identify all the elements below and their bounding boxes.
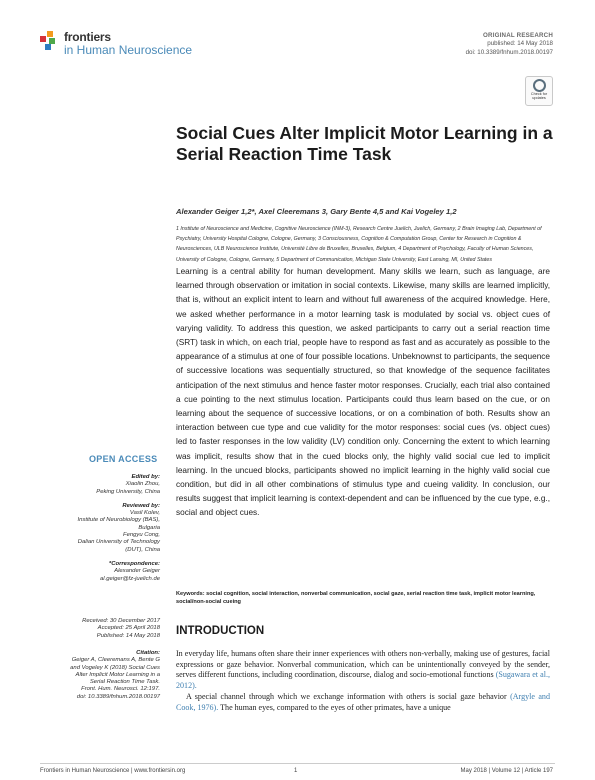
received-date: Received: 30 December 2017 bbox=[82, 618, 160, 624]
authors: Alexander Geiger 1,2*, Axel Cleeremans 3, Gary Bente 4,5 and Kai Vogeley 1,2 bbox=[176, 207, 457, 216]
affiliations: 1 Institute of Neuroscience and Medicine, Cognitive Neuroscience (INM-3), Research Centre Juelich, Juelich, Germany, 2 Brain Imaging Lab, Department of Psychiatry, University Hospital Cologne, Cologne, Germany, 3 Consciousness, Cognition & Computation Group, Center for Research in Cognition & Neurosciences, ULB Neuroscience Institute, Université Libre de Bruxelles, Bruxelles, Belgium, 4 Department of Psychology, Faculty of Human Sciences, University of Cologne, Cologne, Germany, 5 Department of Communication, Michigan State University, East Lansing, MI, United States bbox=[176, 226, 542, 263]
reviewer-affiliation: Dalian University of Technology bbox=[77, 539, 160, 546]
intro-text: A special channel through which we exchange information with others is social gaze behavior bbox=[186, 691, 507, 701]
citation-doi[interactable]: doi: 10.3389/fnhum.2018.00197 bbox=[76, 693, 160, 700]
footer-divider bbox=[40, 763, 555, 764]
article-meta bbox=[466, 32, 553, 57]
check-updates-line2: updates bbox=[532, 96, 546, 101]
editor-name: Xiaolin Zhou, bbox=[125, 481, 160, 488]
editorial-sidebar bbox=[40, 474, 160, 590]
editor-affiliation: Peking University, China bbox=[96, 488, 160, 495]
reviewed-by-label: Reviewed by: bbox=[122, 502, 160, 509]
keywords: Keywords: social cognition, social interaction, nonverbal communication, social gaze, serial reaction time task, implicit motor learning, social/non-social cueing bbox=[176, 591, 536, 605]
correspondence-name: Alexander Geiger bbox=[114, 568, 160, 575]
footer-issue: May 2018 | Volume 12 | Article 197 bbox=[460, 768, 553, 774]
article-title: Social Cues Alter Implicit Motor Learning in a Serial Reaction Time Task bbox=[176, 123, 553, 164]
citation-line: Alter Implicit Motor Learning in a bbox=[75, 671, 160, 678]
published-date-sidebar: Published: 14 May 2018 bbox=[96, 632, 160, 639]
article-dates bbox=[40, 618, 160, 640]
journal-name: in Human Neuroscience bbox=[64, 43, 193, 57]
published-date: published: 14 May 2018 bbox=[487, 40, 553, 48]
check-for-updates-badge[interactable] bbox=[525, 76, 553, 106]
page-number: 1 bbox=[294, 768, 298, 774]
citation-line: Serial Reaction Time Task. bbox=[89, 679, 160, 686]
intro-text: In everyday life, humans often share their inner experiences with others non-verbally, making use of gestures, facial expressions or gaze behavior. Nonverbal communication, which can be unintentionally conveyed by the sender, serves different functions, including coordination, discourse, dialog and socio-emotional functions bbox=[176, 649, 550, 680]
citation-link[interactable]: (Sugawara et al., 2012). bbox=[176, 670, 550, 691]
footer-journal: Frontiers in Human Neuroscience | www.frontiersin.org bbox=[40, 768, 186, 774]
reviewer-affiliation: Institute of Neurobiology (BAS), bbox=[77, 517, 160, 524]
edited-by-label: Edited by: bbox=[131, 474, 160, 480]
brand-name: frontiers bbox=[64, 30, 111, 44]
citation-block bbox=[40, 650, 160, 701]
citation-link[interactable]: (Argyle and Cook, 1976). bbox=[176, 691, 550, 712]
article-type: ORIGINAL RESEARCH bbox=[483, 32, 553, 39]
reviewer-name: Fengyu Cong, bbox=[122, 532, 160, 539]
introduction-body bbox=[176, 649, 550, 713]
correspondence-email[interactable]: al.geiger@fz-juelich.de bbox=[99, 575, 160, 582]
citation-line: Geiger A, Cleeremans A, Bente G bbox=[71, 657, 160, 664]
intro-paragraph bbox=[176, 649, 550, 692]
citation-line: Front. Hum. Neurosci. 12:197. bbox=[81, 686, 160, 693]
open-access-label: OPEN ACCESS bbox=[89, 454, 158, 464]
reviewer-affiliation: (DUT), China bbox=[125, 546, 160, 553]
correspondence-label: *Correspondence: bbox=[108, 560, 160, 567]
accepted-date: Accepted: 25 April 2018 bbox=[97, 625, 160, 632]
intro-paragraph bbox=[176, 692, 550, 713]
abstract: Learning is a central ability for human development. Many skills we learn, such as language, are learned through observation or imitation in social contexts. Likewise, many skills are learned implicitly, that is, without an explicit intent to learn and without full awareness of the acquired knowledge. Here, we asked whether performance in a motor learning task is modulated by social vs. object cues of varying validity. To address this question, we asked participants to carry out a serial reaction time (SRT) task in which, on each trial, people have to respond as fast and as accurately as possible to the appearance of a stimulus at one of four possible locations. Unbeknownst to participants, the sequence of successive locations was sequentially structured, so that knowledge of the sequence facilitates anticipation of the next stimulus and hence faster motor responses. Crucially, each trial also contained a cue pointing to the next stimulus location. Participants could thus learn based on the cue, or on learning about the sequence of successive locations, or on a combination of both. Results show an interaction between cue type and cue validity for the motor responses: social cues (vs. object cues) led to faster responses in the low validity (LV) condition only. Concerning the extent to which learning was implicit, results show that in the cued blocks only, the highly valid social cue led to implicit learning. In the uncued blocks, participants showed no implicit learning in the highly valid social cue condition, but did in all other combinations of stimulus type and cueing validity. In conclusion, our results suggest that implicit learning is context-dependent and can be influenced by the cue type, e.g., social and object cues. bbox=[176, 267, 550, 518]
check-updates-icon bbox=[533, 79, 546, 92]
doi[interactable]: doi: 10.3389/fnhum.2018.00197 bbox=[465, 48, 553, 56]
frontiers-logo-icon bbox=[40, 31, 60, 51]
introduction-heading: INTRODUCTION bbox=[176, 625, 265, 637]
reviewer-affiliation: Bulgaria bbox=[138, 524, 160, 531]
intro-text: The human eyes, compared to the eyes of other primates, have a unique bbox=[220, 702, 451, 712]
reviewer-name: Vasil Kolev, bbox=[129, 510, 160, 517]
check-updates-line1: Check for bbox=[530, 92, 548, 96]
citation-line: and Vogeley K (2018) Social Cues bbox=[70, 664, 160, 671]
citation-label: Citation: bbox=[136, 650, 160, 656]
